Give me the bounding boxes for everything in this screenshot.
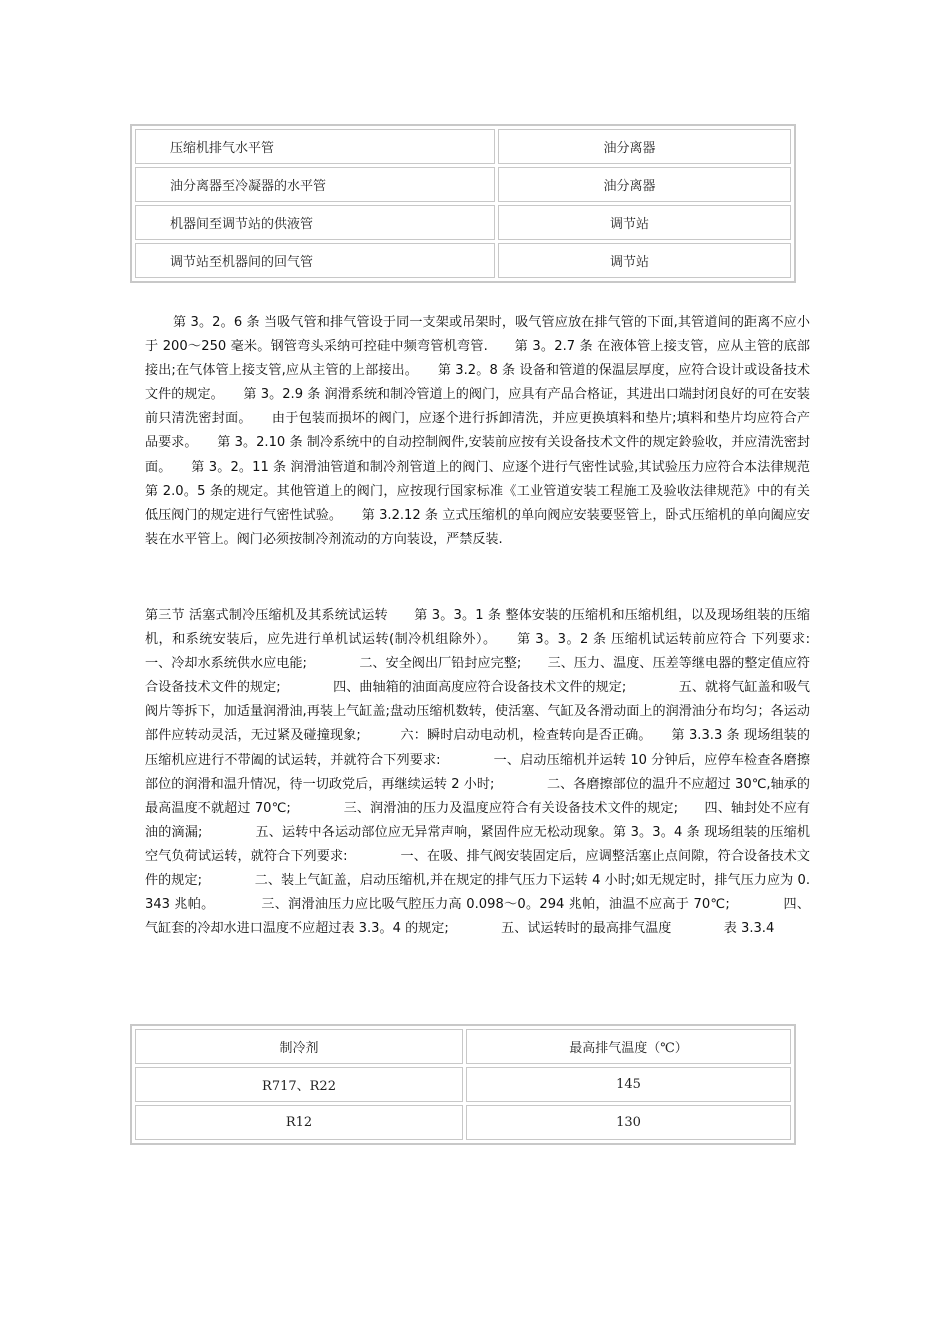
table-row (135, 243, 791, 278)
table-cell: 调节站 (498, 243, 791, 278)
exhaust-temperature-table (130, 1024, 796, 1145)
table-cell: 油分离器 (498, 129, 791, 164)
table-header-row (135, 1029, 791, 1064)
table-cell: 调节站 (498, 205, 791, 240)
table-cell: R12 (135, 1105, 463, 1140)
table-row (135, 129, 791, 164)
body-paragraph: 第三节 活塞式制冷压缩机及其系统试运转 第 3。3。1 条 整体安装的压缩机和压缩机组，以及现场组装的压缩机，和系统安装后，应先进行单机试运转(制冷机组除外）。 第 3。3。2 条 压缩机试运转前应符合 下列要求: 一、冷却水系统供水应电能; 二、安全阀出厂铅封应完整; 三、压力、温度、压差等继电器的整定值应符合设备技术文件的规定; 四、曲轴箱的油面高度应符合设备技术文件的规定; 五、就将气缸盖和吸气阀片等拆下，加适量润滑油,再装上气缸盖;盘动压缩机数转，使活塞、气缸及各滑动面上的润滑油分布均匀；各运动部件应转动灵活，无过紧及碰撞现象; 六：瞬时启动电动机，检查转向是否正确。 第 3.3.3 条 现场组装的压缩机应进行不带阖的试运转，并就符合下列要求: 一、启动压缩机并运转 10 分钟后，应停车检查各磨擦部位的润滑和温升情况，待一切政党后，再继续运转 2 小时; 二、各磨擦部位的温升不应超过 30℃,轴承的最高温度不就超过 70℃; 三、润滑油的压力及温度应符合有关设备技术文件的规定; 四、轴封处不应有油的滴漏; 五、运转中各运动部位应无异常声响，紧固件应无松动现象。第 3。3。4 条 现场组装的压缩机空气负荷试运转，就符合下列要求: 一、在吸、排气阀安装固定后，应调整活塞止点间隙，符合设备技术文件的规定; 二、装上气缸盖，启动压缩机,并在规定的排气压力下运转 4 小时;如无规定时，排气压力应为 0.343 兆帕。 三、润滑油压力应比吸气腔压力高 0.098～0。294 兆帕，油温不应高于 70℃; 四、气缸套的冷却水进口温度不应超过表 3.3。4 的规定; 五、试运转时的最高排气温度 表 3.3.4 (145, 608, 863, 937)
table-cell: 调节站至机器间的回气管 (135, 243, 495, 278)
table-cell: 机器间至调节站的供液管 (135, 205, 495, 240)
table-cell: R717、R22 (135, 1067, 463, 1102)
table-cell: 油分离器 (498, 167, 791, 202)
table-cell: 压缩机排气水平管 (135, 129, 495, 164)
table-header-cell: 最高排气温度（℃） (466, 1029, 791, 1064)
pipe-table (130, 124, 796, 283)
table-header-cell: 制冷剂 (135, 1029, 463, 1064)
table-row (135, 1067, 791, 1102)
table-row (135, 1105, 791, 1140)
table-row (135, 167, 791, 202)
table-row (135, 205, 791, 240)
table-cell: 145 (466, 1067, 791, 1102)
body-paragraph: 第 3。2。6 条 当吸气管和排气管设于同一支架或吊架时，吸气管应放在排气管的下面,其管道间的距离不应小于 200～250 毫米。钢管弯头采纳可控硅中频弯管机弯管. 第 3。2.7 条 在液体管上接支管，应从主管的底部接出;在气体管上接支管,应从主管的上部接出。 第 3.2。8 条 设备和管道的保温层厚度，应符合设计或设备技术文件的规定。 第 3。2.9 条 润滑系统和制冷管道上的阀门，应具有产品合格证，其进出口端封闭良好的可在安装前只清洗密封面。 由于包装而损坏的阀门，应逐个进行拆卸清洗，并应更换填料和垫片;填料和垫片均应符合产品要求。 第 3。2.10 条 制冷系统中的自动控制阀件,安装前应按有关设备技术文件的规定鈴验收，并应清洗密封面。 第 3。2。11 条 润滑油管道和制冷剂管道上的阀门、应逐个进行气密性试验,其试验压力应符合本法律规范第 2.0。5 条的规定。其他管道上的阀门，应按现行国家标准《工业管道安装工程施工及验收法律规范》中的有关低压阀门的规定进行气密性试验。 第 3.2.12 条 立式压缩机的单向阀应安装要竖管上，卧式压缩机的单向阖应安装在水平管上。阀门必须按制冷剂流动的方向装设，严禁反装. (145, 315, 810, 547)
table-cell: 油分离器至冷凝器的水平管 (135, 167, 495, 202)
table-cell: 130 (466, 1105, 791, 1140)
